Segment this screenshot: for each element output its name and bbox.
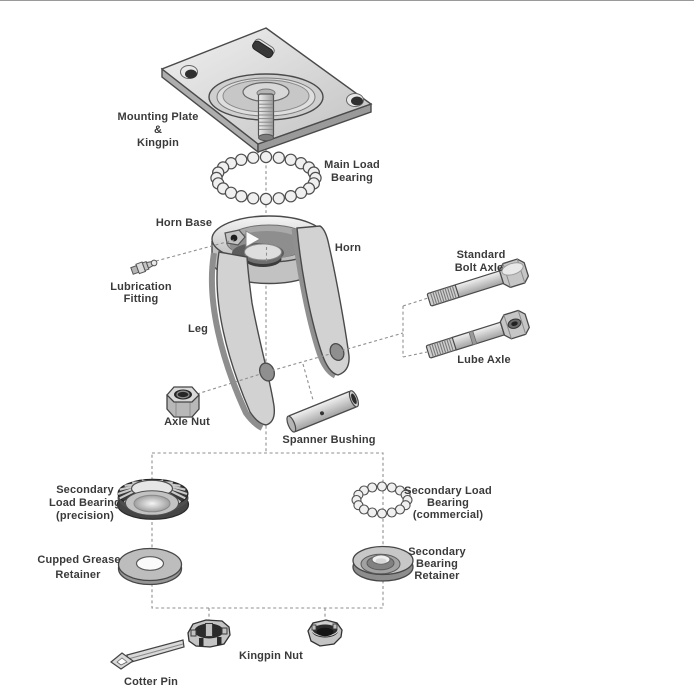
part-cupped-grease-retainer — [119, 549, 182, 585]
part-horn — [212, 216, 349, 428]
label-lubrication-fitting: Fitting — [123, 293, 159, 305]
label-cupped-grease-retainer: Cupped Grease — [37, 554, 121, 566]
label-secondary-bearing-retainer: Bearing — [415, 558, 459, 570]
label-lubrication-fitting: Lubrication — [110, 281, 172, 293]
label-standard-bolt-axle: Standard — [456, 249, 506, 261]
label-mounting-plate: & — [153, 124, 163, 136]
plate-bolt-hole-left — [181, 66, 198, 79]
label-mounting-plate: Kingpin — [137, 137, 179, 149]
part-secondary-bearing-retainer — [353, 547, 413, 582]
part-axle-nut — [167, 387, 199, 417]
caster-assembly-diagram — [0, 1, 694, 694]
label-secondary-bearing-commercial: Secondary Load — [404, 485, 492, 497]
part-secondary-load-bearing-commercial — [352, 482, 412, 518]
label-axle-nut: Axle Nut — [164, 416, 210, 428]
label-secondary-bearing-retainer: Secondary — [408, 546, 466, 558]
label-main-load-bearing: Bearing — [330, 172, 374, 184]
part-lubrication-fitting — [130, 257, 158, 275]
label-standard-bolt-axle: Bolt Axle — [454, 262, 504, 274]
part-kingpin-nut-left — [188, 620, 230, 647]
label-mounting-plate: Mounting Plate — [117, 111, 199, 123]
label-horn-base: Horn Base — [155, 217, 213, 229]
part-spanner-bushing — [285, 390, 360, 434]
label-secondary-bearing-precision: Load Bearing — [48, 497, 122, 509]
label-lube-axle: Lube Axle — [457, 354, 511, 366]
part-secondary-load-bearing-precision — [118, 479, 189, 519]
label-secondary-bearing-precision: Secondary — [56, 484, 114, 496]
label-cotter-pin: Cotter Pin — [123, 676, 179, 688]
label-secondary-bearing-retainer: Retainer — [414, 570, 460, 582]
part-kingpin-nut-right — [308, 620, 342, 646]
kingpin-stud — [259, 94, 274, 141]
label-main-load-bearing: Main Load — [324, 159, 380, 171]
label-horn: Horn — [334, 242, 362, 254]
label-secondary-bearing-commercial: (commercial) — [412, 509, 484, 521]
part-mounting-plate-kingpin — [162, 28, 371, 152]
label-secondary-bearing-commercial: Bearing — [426, 497, 470, 509]
label-kingpin-nut: Kingpin Nut — [239, 650, 303, 662]
label-leg: Leg — [187, 323, 209, 335]
label-secondary-bearing-precision: (precision) — [56, 510, 114, 522]
label-spanner-bushing: Spanner Bushing — [282, 434, 376, 446]
label-cupped-grease-retainer: Retainer — [55, 569, 101, 581]
plate-bolt-hole-right — [347, 94, 364, 107]
part-cotter-pin — [111, 640, 184, 669]
